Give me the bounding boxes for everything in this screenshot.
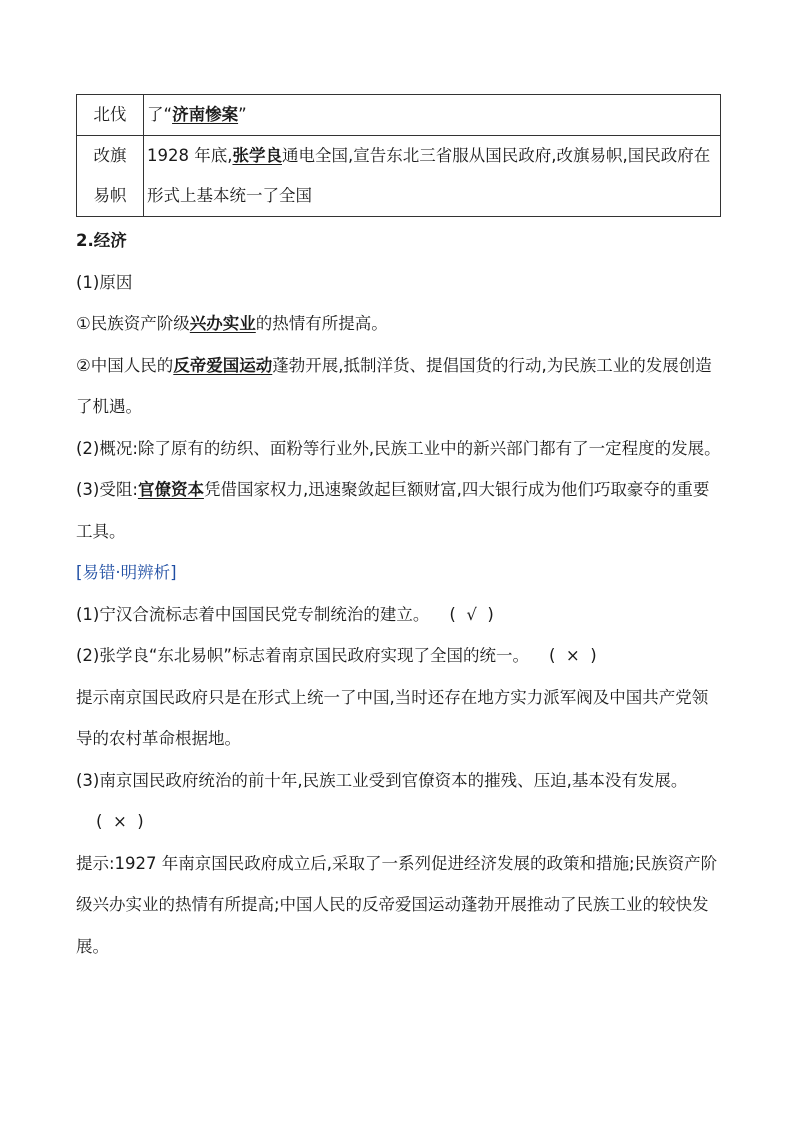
paragraph: (2)概况:除了原有的纺织、面粉等行业外,民族工业中的新兴部门都有了一定程度的发展。: [76, 438, 721, 458]
answer-mark: ( × ): [549, 635, 597, 677]
hint: 提示南京国民政府只是在形式上统一了中国,当时还存在地方实力派军阀及中国共产党领导的农村革命根据地。: [76, 687, 709, 748]
answer-mark: ( √ ): [449, 594, 493, 636]
cell-text: 1928 年底,: [147, 146, 233, 165]
cell-text: 了“: [147, 105, 173, 124]
label-line: 易帜: [93, 186, 127, 205]
error-section-title: [易错·明辨析]: [76, 563, 177, 582]
text: (3)受阻:: [76, 480, 138, 499]
table-cell-content: [144, 136, 721, 217]
key-term: 济南惨案: [172, 105, 239, 124]
text: 蓬勃开展,抵制洋货、提倡国货的行动,为民族工业的发展创造了机遇。: [76, 355, 712, 416]
cell-text: ”: [238, 105, 247, 124]
text: ①民族资产阶级: [76, 314, 190, 333]
cross-mark: ×: [112, 812, 127, 831]
paragraph: [76, 469, 721, 552]
subsection-title: (1)原因: [76, 272, 133, 292]
text: 凭借国家权力,迅速聚敛起巨额财富,四大银行成为他们巧取豪夺的重要工具。: [76, 480, 710, 541]
statement: (1)宁汉合流标志着中国国民党专制统治的建立。: [76, 604, 430, 624]
document-page: [76, 94, 721, 967]
key-term: 反帝爱国运动: [173, 355, 273, 375]
table-cell-content: [144, 95, 721, 136]
answer-mark: ( × ): [96, 801, 144, 843]
error-item: [76, 594, 721, 636]
check-mark: √: [466, 604, 477, 624]
table-row: [77, 136, 721, 217]
statement: (2)张学良“东北易帜”标志着南京国民政府实现了全国的统一。: [76, 646, 529, 665]
cross-mark: ×: [565, 646, 580, 665]
hint: 提示:1927 年南京国民政府成立后,采取了一系列促进经济发展的政策和措施;民族资产阶级兴办实业的热情有所提高;中国人民的反帝爱国运动蓬勃开展推动了民族工业的较快发展。: [76, 853, 718, 956]
cell-text: 通电全国,宣告东北三省服从国民政府,改旗易帜,国民政府在形式上基本统一了全国: [147, 146, 711, 205]
key-term: 兴办实业: [189, 314, 256, 333]
error-item: [76, 760, 721, 843]
key-term: 张学良: [232, 146, 282, 165]
statement: (3)南京国民政府统治的前十年,民族工业受到官僚资本的摧残、压迫,基本没有发展。: [76, 770, 688, 790]
paragraph: [76, 303, 721, 345]
error-item: [76, 635, 721, 677]
paragraph: [76, 345, 721, 428]
section-heading: 2.经济: [76, 231, 127, 250]
history-table: [76, 94, 721, 217]
text: 的热情有所提高。: [255, 314, 388, 333]
table-cell-label: 北伐: [77, 95, 144, 136]
key-term: 官僚资本: [137, 480, 204, 499]
label-line: 改旗: [93, 146, 127, 165]
table-row: [77, 95, 721, 136]
table-cell-label: [77, 136, 144, 217]
text: ②中国人民的: [76, 355, 174, 375]
